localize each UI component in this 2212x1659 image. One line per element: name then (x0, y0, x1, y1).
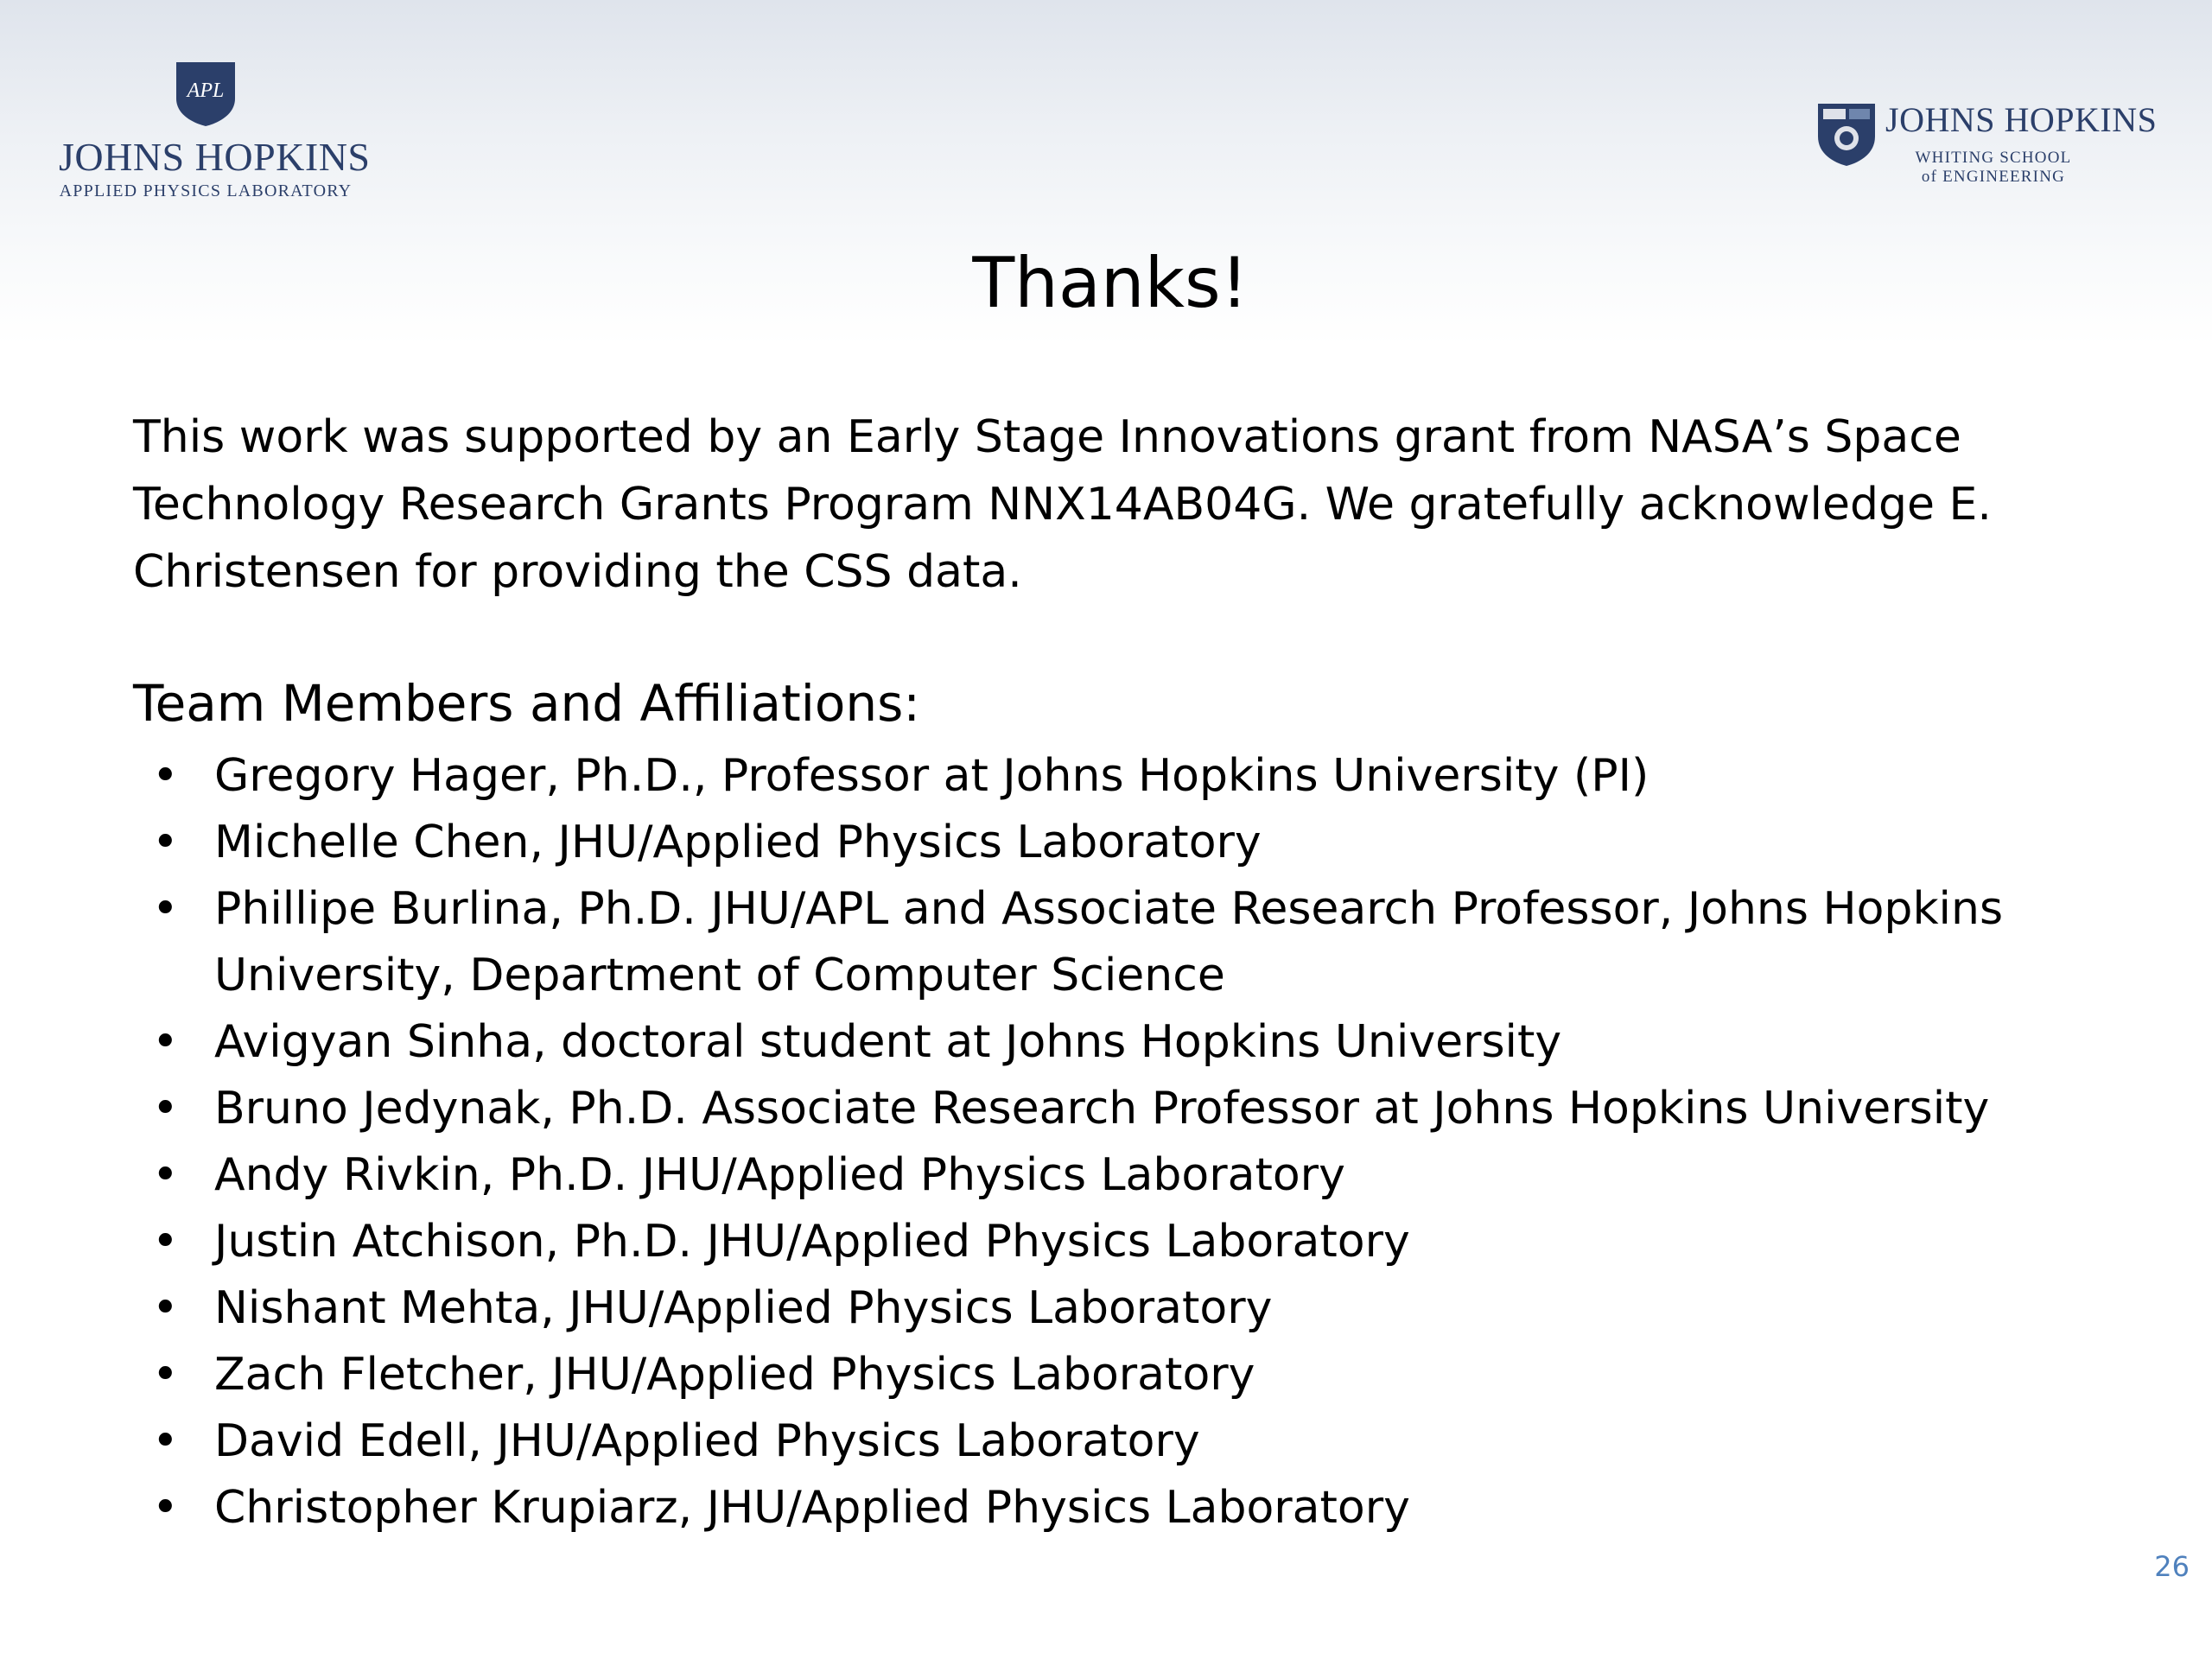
bullet-icon: • (152, 1016, 179, 1068)
team-member-text: Christopher Krupiarz, JHU/Applied Physics Laboratory (214, 1482, 1410, 1534)
team-member-item (133, 1408, 2086, 1475)
bullet-icon: • (152, 883, 179, 935)
team-member-item (133, 876, 2086, 1009)
apl-logo (59, 60, 371, 201)
team-member-item (133, 1142, 2086, 1209)
team-member-text: Bruno Jedynak, Ph.D. Associate Research Professor at Johns Hopkins University (214, 1083, 1990, 1135)
bullet-icon: • (152, 750, 179, 802)
team-member-text: David Edell, JHU/Applied Physics Laboratory (214, 1415, 1200, 1467)
bullet-icon: • (152, 1216, 179, 1268)
team-member-text: Gregory Hager, Ph.D., Professor at Johns Hopkins University (PI) (214, 750, 1649, 802)
team-member-item (133, 1076, 2086, 1142)
bullet-icon: • (152, 1282, 179, 1334)
bullet-icon: • (152, 1482, 179, 1534)
bullet-icon: • (152, 1083, 179, 1135)
bullet-icon: • (152, 1149, 179, 1201)
apl-logo-subtitle: APPLIED PHYSICS LABORATORY (59, 181, 353, 200)
team-member-text: Andy Rivkin, Ph.D. JHU/Applied Physics Laboratory (214, 1149, 1345, 1201)
wse-logo-subtitle-line1: WHITING SCHOOL (1915, 149, 2072, 167)
wse-logo-subtitle-line2: of ENGINEERING (1921, 168, 2066, 186)
wse-logo (1816, 100, 2158, 195)
page-number: 26 (2154, 1550, 2190, 1583)
acknowledgement-paragraph: This work was supported by an Early Stage Innovations grant from NASA’s Space Technology Research Grants Program NNX14AB04G. We gratefully acknowledge E. Christensen for providing the CSS data. (133, 411, 1992, 598)
bullet-icon: • (152, 1349, 179, 1401)
slide-title: Thanks! (972, 243, 1249, 323)
bullet-icon: • (152, 1415, 179, 1467)
team-member-text: Nishant Mehta, JHU/Applied Physics Laboratory (214, 1282, 1273, 1334)
team-member-item (133, 1209, 2086, 1275)
team-member-item (133, 1009, 2086, 1076)
team-member-item (133, 743, 2086, 810)
team-member-text: Michelle Chen, JHU/Applied Physics Laboratory (214, 817, 1262, 868)
apl-shield-text: APL (187, 79, 225, 102)
team-member-text: Justin Atchison, Ph.D. JHU/Applied Physics Laboratory (214, 1216, 1410, 1268)
jhu-crest-icon (1816, 102, 1877, 168)
wse-logo-name: JOHNS HOPKINS (1885, 100, 2158, 139)
team-member-item (133, 1275, 2086, 1342)
apl-shield-icon (175, 60, 237, 128)
team-member-item (133, 1342, 2086, 1408)
bullet-icon: • (152, 817, 179, 868)
team-member-text: Phillipe Burlina, Ph.D. JHU/APL and Associate Research Professor, Johns Hopkins University, Department of Computer Science (214, 883, 2004, 1001)
apl-logo-name: JOHNS HOPKINS (59, 135, 371, 179)
team-member-item (133, 1475, 2086, 1541)
team-heading: Team Members and Affiliations: (133, 674, 920, 733)
team-member-item (133, 810, 2086, 876)
team-member-text: Avigyan Sinha, doctoral student at Johns Hopkins University (214, 1016, 1562, 1068)
team-member-list (133, 743, 2086, 1541)
team-member-text: Zach Fletcher, JHU/Applied Physics Laboratory (214, 1349, 1255, 1401)
